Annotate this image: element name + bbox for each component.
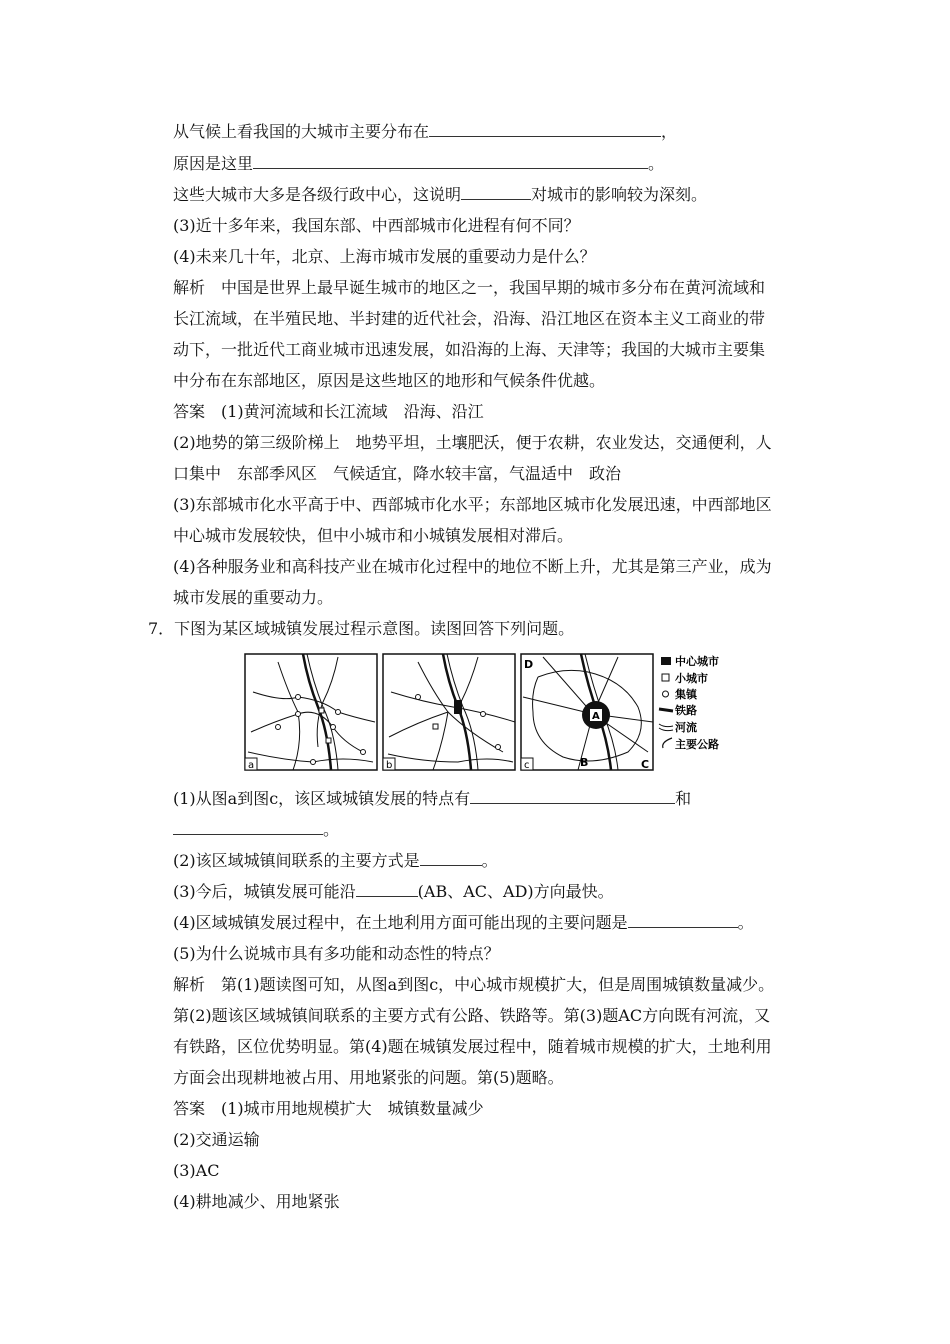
- town-development-figure: [243, 652, 743, 774]
- center-city-icon: [661, 657, 671, 665]
- answer-line: (4)耕地减少、用地紧张: [173, 1192, 340, 1211]
- answer-blank[interactable]: [461, 185, 531, 200]
- small-city-icon: [662, 674, 669, 681]
- answer-line: (4)各种服务业和高科技产业在城市化过程中的地位不断上升，尤其是第三产业，成为: [173, 557, 772, 576]
- legend-label: 河流: [675, 721, 697, 734]
- panel-b: [383, 654, 515, 771]
- analysis-line: 第(2)题该区域城镇间联系的主要方式有公路、铁路等。第(3)题AC方向既有河流，又: [173, 1006, 771, 1025]
- question-7-2: (2)该区域城镇间联系的主要方式是 。: [173, 851, 498, 870]
- analysis-line: 动下，一批近代工商业城市迅速发展，如沿海的上海、天津等；我国的大城市主要集: [173, 340, 766, 359]
- question-7-4: (4)区域城镇发展过程中，在土地利用方面可能出现的主要问题是 。: [173, 913, 754, 932]
- panel-label: a: [248, 760, 255, 771]
- legend-label: 集镇: [675, 688, 697, 701]
- answer-line: 答案 (1)城市用地规模扩大 城镇数量减少: [173, 1099, 484, 1118]
- answer-line: (3)东部城市化水平高于中、西部城市化水平；东部地区城市化发展迅速，中西部地区: [173, 495, 772, 514]
- panel-c: [521, 654, 653, 771]
- legend: [659, 654, 719, 751]
- analysis-line: 方面会出现耕地被占用、用地紧张的问题。第(5)题略。: [173, 1068, 564, 1087]
- legend-label: 小城市: [675, 672, 708, 685]
- answer-line: 口集中 东部季风区 气候适宜，降水较丰富，气温适中 政治: [173, 464, 622, 483]
- answer-blank[interactable]: [628, 913, 738, 928]
- text-line: 原因是这里 。: [173, 154, 665, 173]
- river-icon: [659, 724, 673, 731]
- answer-blank[interactable]: [420, 851, 482, 866]
- answer-blank[interactable]: [173, 820, 323, 835]
- point-label-b: B: [580, 756, 589, 769]
- legend-label: 主要公路: [675, 738, 719, 751]
- question-3: (3)近十多年来，我国东部、中西部城市化进程有何不同？: [173, 216, 580, 235]
- answer-line: 城市发展的重要动力。: [173, 588, 334, 607]
- analysis-line: 有铁路，区位优势明显。第(4)题在城镇发展过程中，随着城市规模的扩大，土地利用: [173, 1037, 772, 1056]
- panel-a: [245, 654, 377, 771]
- analysis-line: 解析 第(1)题读图可知，从图a到图c，中心城市规模扩大，但是周围城镇数量减少。: [173, 975, 775, 994]
- question-7-1-cont: 。: [173, 820, 339, 840]
- answer-line: 答案 (1)黄河流域和长江流域 沿海、沿江: [173, 402, 484, 421]
- road-icon: [663, 738, 672, 748]
- question-7-1: (1)从图a到图c，该区域城镇发展的特点有 和: [173, 789, 692, 808]
- center-city-label: A: [592, 711, 600, 722]
- answer-blank[interactable]: [429, 122, 661, 137]
- analysis-line: 中分布在东部地区，原因是这些地区的地形和气候条件优越。: [173, 371, 606, 390]
- point-label-c: C: [641, 758, 650, 771]
- question-7-5: (5)为什么说城市具有多功能和动态性的特点？: [173, 944, 500, 963]
- answer-blank[interactable]: [356, 882, 418, 897]
- answer-blank[interactable]: [253, 154, 648, 169]
- analysis-line: 解析 中国是世界上最早诞生城市的地区之一，我国早期的城市多分布在黄河流域和: [173, 278, 766, 297]
- town-icon: [663, 691, 669, 697]
- answer-line: (3)AC: [173, 1161, 220, 1180]
- text-line: 这些大城市大多是各级行政中心，这说明 对城市的影响较为深刻。: [173, 185, 708, 204]
- legend-label: 中心城市: [675, 655, 719, 668]
- question-7-3: (3)今后，城镇发展可能沿 (AB、AC、AD)方向最快。: [173, 882, 614, 901]
- answer-line: (2)交通运输: [173, 1130, 260, 1149]
- legend-label: 铁路: [675, 704, 697, 717]
- panel-label: b: [386, 760, 393, 771]
- answer-line: (2)地势的第三级阶梯上 地势平坦，土壤肥沃，便于农耕，农业发达，交通便利，人: [173, 433, 772, 452]
- panel-label: c: [524, 760, 530, 771]
- question-7-title: 7．下图为某区域城镇发展过程示意图。读图回答下列问题。: [148, 619, 575, 638]
- railway-icon: [659, 709, 673, 711]
- analysis-line: 长江流域，在半殖民地、半封建的近代社会，沿海、沿江地区在资本主义工商业的带: [173, 309, 766, 328]
- point-label-d: D: [524, 658, 534, 671]
- text-line: 从气候上看我国的大城市主要分布在 ，: [173, 122, 678, 141]
- answer-line: 中心城市发展较快，但中小城市和小城镇发展相对滞后。: [173, 526, 574, 545]
- question-4: (4)未来几十年，北京、上海市城市发展的重要动力是什么？: [173, 247, 596, 266]
- answer-blank[interactable]: [470, 789, 675, 804]
